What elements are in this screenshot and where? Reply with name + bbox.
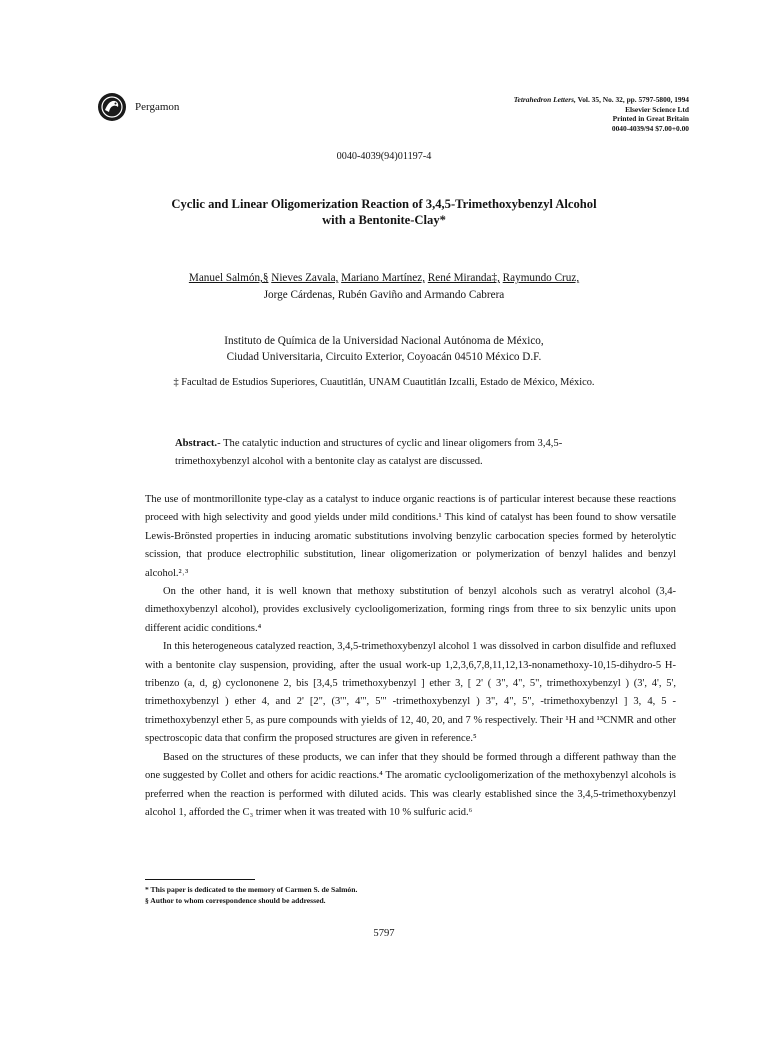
author-name: Nieves Zavala, (271, 272, 339, 284)
abstract-text: - The catalytic induction and structures of cyclic and linear oligomers from 3,4,5-trimethoxybenzyl alcohol with a bentonite clay as catalyst are discussed. (175, 438, 563, 467)
abstract (175, 435, 620, 471)
paragraph: The use of montmorillonite type-clay as a catalyst to induce organic reactions is of particular interest because these reactions proceed with high selectivity and good yields under mild conditions.¹ This kind of catalyst has been found to show versatile Lewis-Brönsted properties in inducing aromatic substitutions involving benzylic carbocation species formed by heterolytic scission, that produce electrophilic substitution, linear oligomerization or polymerization of benzyl halides and benzyl alcohol.²˒³ (145, 494, 676, 579)
pergamon-logo-icon (97, 92, 127, 122)
affiliation-line-2: Ciudad Universitaria, Circuito Exterior, Coyoacán 04510 México D.F. (226, 351, 542, 363)
affiliation-line-1: Instituto de Química de la Universidad Nacional Autónoma de México, (224, 335, 544, 347)
footnotes (145, 885, 676, 906)
journal-printed: Printed in Great Britain (612, 114, 689, 124)
paragraph: On the other hand, it is well known that methoxy substitution of benzyl alcohols such as veratryl alcohol (3,4-dimethoxybenzyl alcohol), provides exclusively cyclooligomerization, forming rings from three to six benzylic units upon different acidic conditions.⁴ (145, 586, 676, 634)
footnote: * This paper is dedicated to the memory of Carmen S. de Salmón. (145, 885, 358, 894)
footnote-divider (145, 879, 255, 880)
body-text (145, 491, 676, 822)
author-name: Mariano Martínez, (341, 272, 425, 284)
abstract-label: Abstract. (175, 438, 218, 449)
affiliation-secondary: ‡ Facultad de Estudios Superiores, Cuautitlán, UNAM Cuautitlán Izcalli, Estado de México, México. (173, 377, 595, 388)
paper-title (90, 196, 678, 228)
page-number: 5797 (373, 928, 395, 939)
journal-price: 0040-4039/94 $7.00+0.00 (611, 123, 689, 133)
journal-publisher: Elsevier Science Ltd (625, 104, 689, 114)
footnote: § Author to whom correspondence should be addressed. (145, 895, 326, 905)
title-line-2: with a Bentonite-Clay* (322, 213, 446, 227)
authors-line-1 (90, 270, 678, 287)
paragraph: Based on the structures of these products, we can infer that they should be formed through a different pathway than the one suggested by Collet and others for acidic reactions.⁴ The aromatic cyclooligomerization of the methoxybenzyl alcohols is preferred when the reaction is performed with diluted acids. This was clearly established since the 3,4,5-trimethoxybenzyl alcohol 1, afforded the C₃ trimer when it was treated with 10 % sulfuric acid.⁶ (145, 751, 676, 818)
title-line-1: Cyclic and Linear Oligomerization Reaction of 3,4,5-Trimethoxybenzyl Alcohol (171, 197, 597, 211)
journal-citation (514, 95, 689, 105)
author-list (90, 270, 678, 304)
journal-info (514, 95, 689, 133)
author-name: René Miranda‡, (427, 272, 500, 284)
authors-line-2: Jorge Cárdenas, Rubén Gaviño and Armando Cabrera (263, 289, 505, 301)
journal-volume: Vol. 35, No. 32, pp. 5797-5800, 1994 (575, 95, 689, 104)
author-name: Manuel Salmón,§ (188, 272, 269, 284)
document-id: 0040-4039(94)01197-4 (336, 151, 432, 162)
affiliation-main (90, 333, 678, 365)
author-name: Raymundo Cruz, (502, 272, 580, 284)
publisher-name: Pergamon (135, 101, 180, 113)
paragraph: In this heterogeneous catalyzed reaction, 3,4,5-trimethoxybenzyl alcohol 1 was dissolved in carbon disulfide and refluxed with a bentonite clay suspension, providing, after the usual work-up 1,2,3,6,7,8,11,12,13-nonamethoxy-10,15-dihydro-5 H-tribenzo (a, d, g) cyclononene 2, bis [3,4,5 trimethoxybenzyl ] ether 3, [ 2' ( 3", 4", 5", trimethoxybenzyl ) (3', 4', 5', trimethoxybenzyl ) ether 4, and 2' [2", (3'", 4'", 5'" -trimethoxybenzyl ) 3", 4", 5", -trimethoxybenzyl ] 3, 4, 5 -trimethoxybenzyl ether 5, as pure compounds with yields of 12, 40, 20, and 7 % respectively. Their ¹H and ¹³CNMR and other spectroscopic data that confirm the proposed structures are given in reference.⁵ (145, 641, 676, 745)
journal-name: Tetrahedron Letters, (513, 95, 576, 104)
publisher-block (97, 92, 179, 122)
